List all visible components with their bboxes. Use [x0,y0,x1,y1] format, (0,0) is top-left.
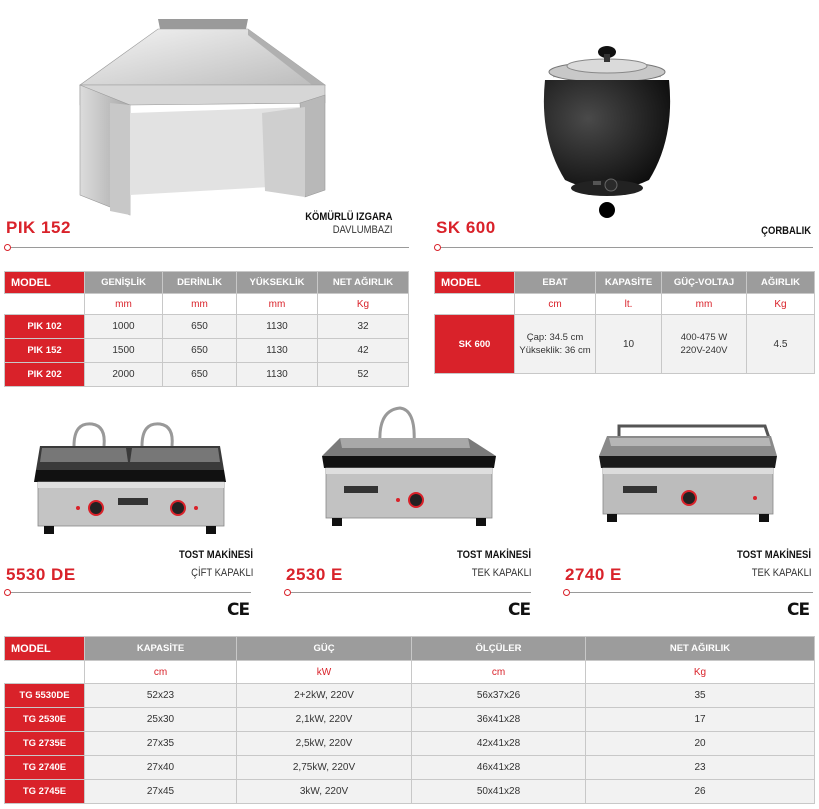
ce-mark-icon: CE [227,600,250,620]
value-cell: 10 [596,315,662,374]
table-row [435,315,815,374]
unit-cell: mm [85,294,163,315]
unit-cell: mm [237,294,318,315]
header-model: MODEL [435,272,515,294]
divider-line [441,247,813,248]
product-title-5530de: TOST MAKİNESİ [179,549,253,561]
value-cell: 27x40 [85,756,237,780]
header-net-weight: NET AĞIRLIK [318,272,409,294]
value-cell: 20 [586,732,815,756]
model-cell: TG 5530DE [5,684,85,708]
table-row [5,732,815,756]
unit-cell: Kg [586,661,815,684]
product-subtitle-5530de: ÇİFT KAPAKLI [190,567,253,579]
unit-cell [5,294,85,315]
unit-cell [5,661,85,684]
value-cell: 1130 [237,363,318,387]
table-row [5,363,409,387]
table-row [5,684,815,708]
value-cell: 52 [318,363,409,387]
value-cell: 17 [586,708,815,732]
single-contact-grill-wide-image [595,420,781,530]
value-cell: 42 [318,339,409,363]
value-cell: 23 [586,756,815,780]
value-cell: 50x41x28 [412,780,586,804]
divider-dot [4,244,11,251]
product-subtitle-2740e: TEK KAPAKLI [751,567,811,579]
table-row [5,339,409,363]
divider-line [570,592,813,593]
sk-spec-table [434,271,815,374]
unit-cell: mm [163,294,237,315]
size-height: Yükseklik: 36 cm [519,345,591,356]
value-cell: 1500 [85,339,163,363]
unit-cell: lt. [596,294,662,315]
model-cell: TG 2530E [5,708,85,732]
value-cell: 36x41x28 [412,708,586,732]
value-cell: 650 [163,363,237,387]
model-cell: PIK 102 [5,315,85,339]
table-row [5,708,815,732]
unit-cell: cm [412,661,586,684]
product-name-2530e: 2530 E [286,565,343,584]
value-cell: 35 [586,684,815,708]
value-cell: 650 [163,339,237,363]
unit-cell: kW [237,661,412,684]
header-model: MODEL [5,272,85,294]
value-cell: 1130 [237,339,318,363]
header-power: GÜÇ [237,637,412,661]
value-cell [662,315,747,374]
value-cell: 52x23 [85,684,237,708]
value-cell: 3kW, 220V [237,780,412,804]
double-contact-grill-image [34,418,230,540]
model-cell: TG 2745E [5,780,85,804]
value-cell: 2000 [85,363,163,387]
product-title-sk: ÇORBALIK [761,225,811,237]
unit-cell: mm [662,294,747,315]
value-cell: 32 [318,315,409,339]
header-width: GENİŞLİK [85,272,163,294]
value-cell: 1130 [237,315,318,339]
divider-dot [563,589,570,596]
value-cell: 1000 [85,315,163,339]
tg-spec-table [4,636,815,804]
value-cell [515,315,596,374]
power-watt: 400-475 W [680,332,728,343]
header-capacity: KAPASİTE [85,637,237,661]
model-cell: TG 2735E [5,732,85,756]
table-row [5,315,409,339]
value-cell: 2,5kW, 220V [237,732,412,756]
product-name-sk: SK 600 [436,218,496,237]
model-cell: SK 600 [435,315,515,374]
divider-dot [434,244,441,251]
divider-line [291,592,531,593]
value-cell: 2,1kW, 220V [237,708,412,732]
header-model: MODEL [5,637,85,661]
unit-cell [435,294,515,315]
pik-spec-table [4,271,409,387]
product-title-2530e: TOST MAKİNESİ [457,549,531,561]
value-cell: 27x45 [85,780,237,804]
product-name-2740e: 2740 E [565,565,622,584]
divider-dot [284,589,291,596]
value-cell: 27x35 [85,732,237,756]
value-cell: 4.5 [747,315,815,374]
header-height: YÜKSEKLİK [237,272,318,294]
unit-cell: Kg [318,294,409,315]
divider-line [11,592,251,593]
product-name-pik: PIK 152 [6,218,71,237]
header-power-voltage: GÜÇ-VOLTAJ [662,272,747,294]
charcoal-grill-hood-image [70,15,330,220]
value-cell: 56x37x26 [412,684,586,708]
header-depth: DERİNLİK [163,272,237,294]
header-weight: AĞIRLIK [747,272,815,294]
table-row [5,780,815,804]
product-title-pik: KÖMÜRLÜ IZGARA [304,211,392,223]
unit-cell: cm [515,294,596,315]
header-size: EBAT [515,272,596,294]
header-net-weight: NET AĞIRLIK [586,637,815,661]
size-diameter: Çap: 34.5 cm [526,332,584,343]
value-cell: 650 [163,315,237,339]
model-cell: PIK 152 [5,339,85,363]
value-cell: 2+2kW, 220V [237,684,412,708]
power-voltage: 220V-240V [680,345,728,356]
product-name-5530de: 5530 DE [6,565,76,584]
header-dimensions: ÖLÇÜLER [412,637,586,661]
value-cell: 26 [586,780,815,804]
product-subtitle-pik: DAVLUMBAZI [332,224,392,236]
product-title-2740e: TOST MAKİNESİ [737,549,811,561]
divider-dot [4,589,11,596]
value-cell: 25x30 [85,708,237,732]
soup-kettle-image [535,38,680,223]
value-cell: 42x41x28 [412,732,586,756]
divider-line [11,247,409,248]
unit-cell: cm [85,661,237,684]
model-cell: TG 2740E [5,756,85,780]
ce-mark-icon: CE [787,600,810,620]
header-capacity: KAPASİTE [596,272,662,294]
ce-mark-icon: CE [508,600,531,620]
table-row [5,756,815,780]
model-cell: PIK 202 [5,363,85,387]
product-subtitle-2530e: TEK KAPAKLI [471,567,531,579]
unit-cell: Kg [747,294,815,315]
value-cell: 2,75kW, 220V [237,756,412,780]
single-contact-grill-image [318,404,498,534]
value-cell: 46x41x28 [412,756,586,780]
